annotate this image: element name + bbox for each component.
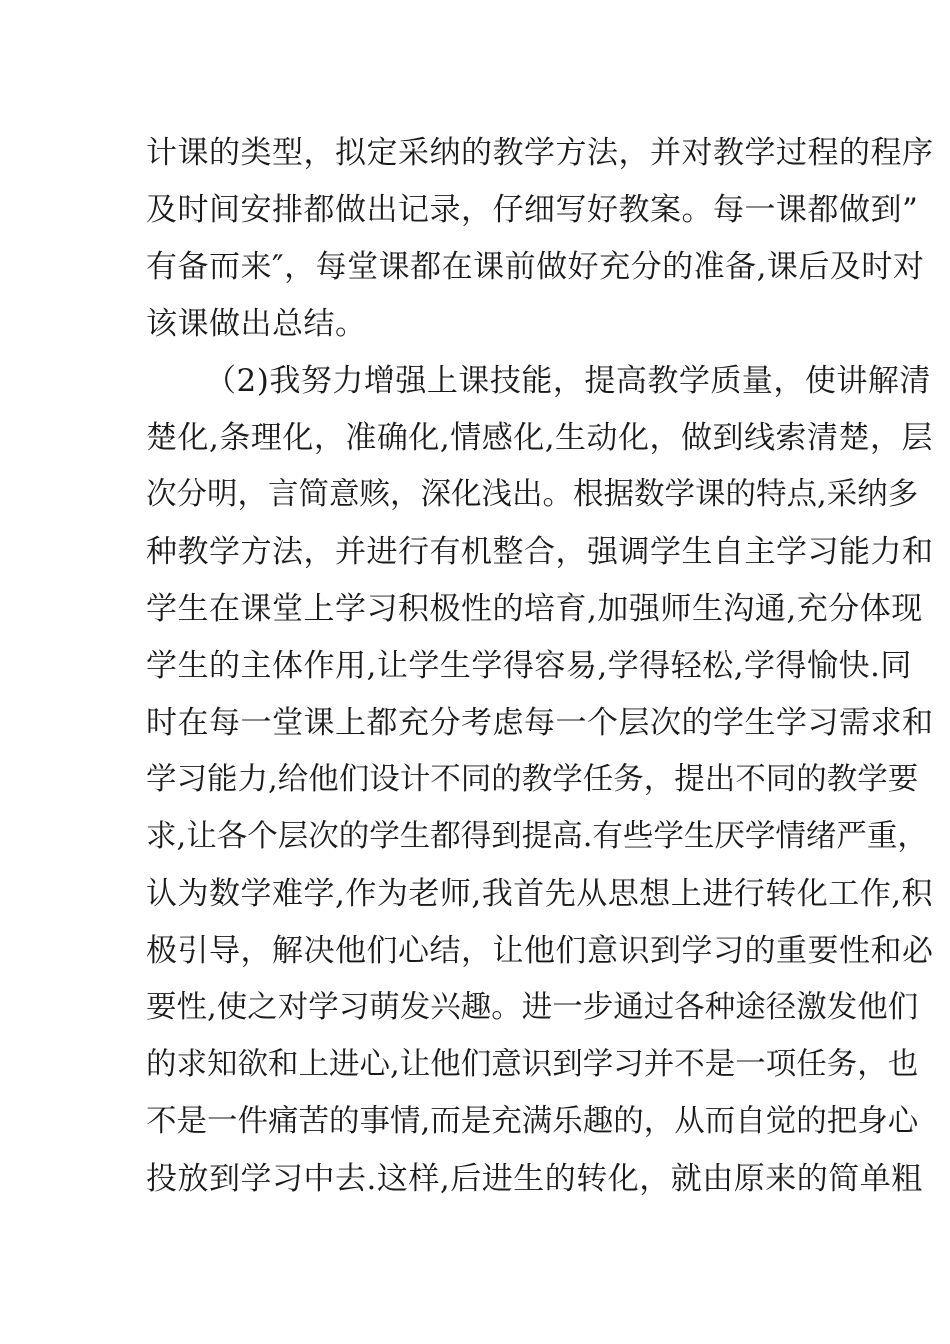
text-line: 楚化,条理化，准确化,情感化,生动化，做到线索清楚，层 — [146, 420, 934, 456]
text-line: 学习能力,给他们设计不同的教学任务，提出不同的教学要 — [146, 762, 919, 797]
text-line: 计课的类型，拟定采纳的教学方法，并对教学过程的程序 — [146, 135, 934, 171]
text-line: 极引导，解决他们心结，让他们意识到学习的重要性和必 — [146, 933, 934, 969]
text-line: 不是一件痛苦的事情,而是充满乐趣的，从而自觉的把身心 — [146, 1104, 919, 1139]
text-line: 该课做出总结。 — [146, 306, 367, 342]
text-line: 认为数学难学,作为老师,我首先从思想上进行转化工作,积 — [146, 876, 934, 912]
text-line: 次分明，言简意赅，深化浅出。根据数学课的特点,采纳多 — [146, 477, 919, 512]
text-line: 学生在课堂上学习积极性的培育,加强师生沟通,充分体现 — [146, 591, 923, 627]
text-line: 种教学方法，并进行有机整合，强调学生自主学习能力和 — [146, 534, 934, 570]
text-line: 及时间安排都做出记录，仔细写好教案。每一课都做到” — [146, 192, 919, 228]
text-line: 要性,使之对学习萌发兴趣。进一步通过各种途径激发他们 — [146, 990, 919, 1025]
text-line: 投放到学习中去.这样,后进生的转化，就由原来的简单粗 — [146, 1161, 923, 1197]
text-line: 学生的主体作用,让学生学得容易,学得轻松,学得愉快.同 — [146, 648, 912, 684]
text-line: 的求知欲和上进心,让他们意识到学习并不是一项任务，也 — [146, 1047, 919, 1082]
text-line: 有备而来″，每堂课都在课前做好充分的准备,课后及时对 — [146, 249, 925, 285]
paragraph-first-line: （2)我努力增强上课技能，提高教学质量，使讲解清 — [205, 363, 931, 399]
text-line: 求,让各个层次的学生都得到提高.有些学生厌学情绪严重， — [146, 819, 928, 854]
text-line: 时在每一堂课上都充分考虑每一个层次的学生学习需求和 — [146, 705, 934, 741]
